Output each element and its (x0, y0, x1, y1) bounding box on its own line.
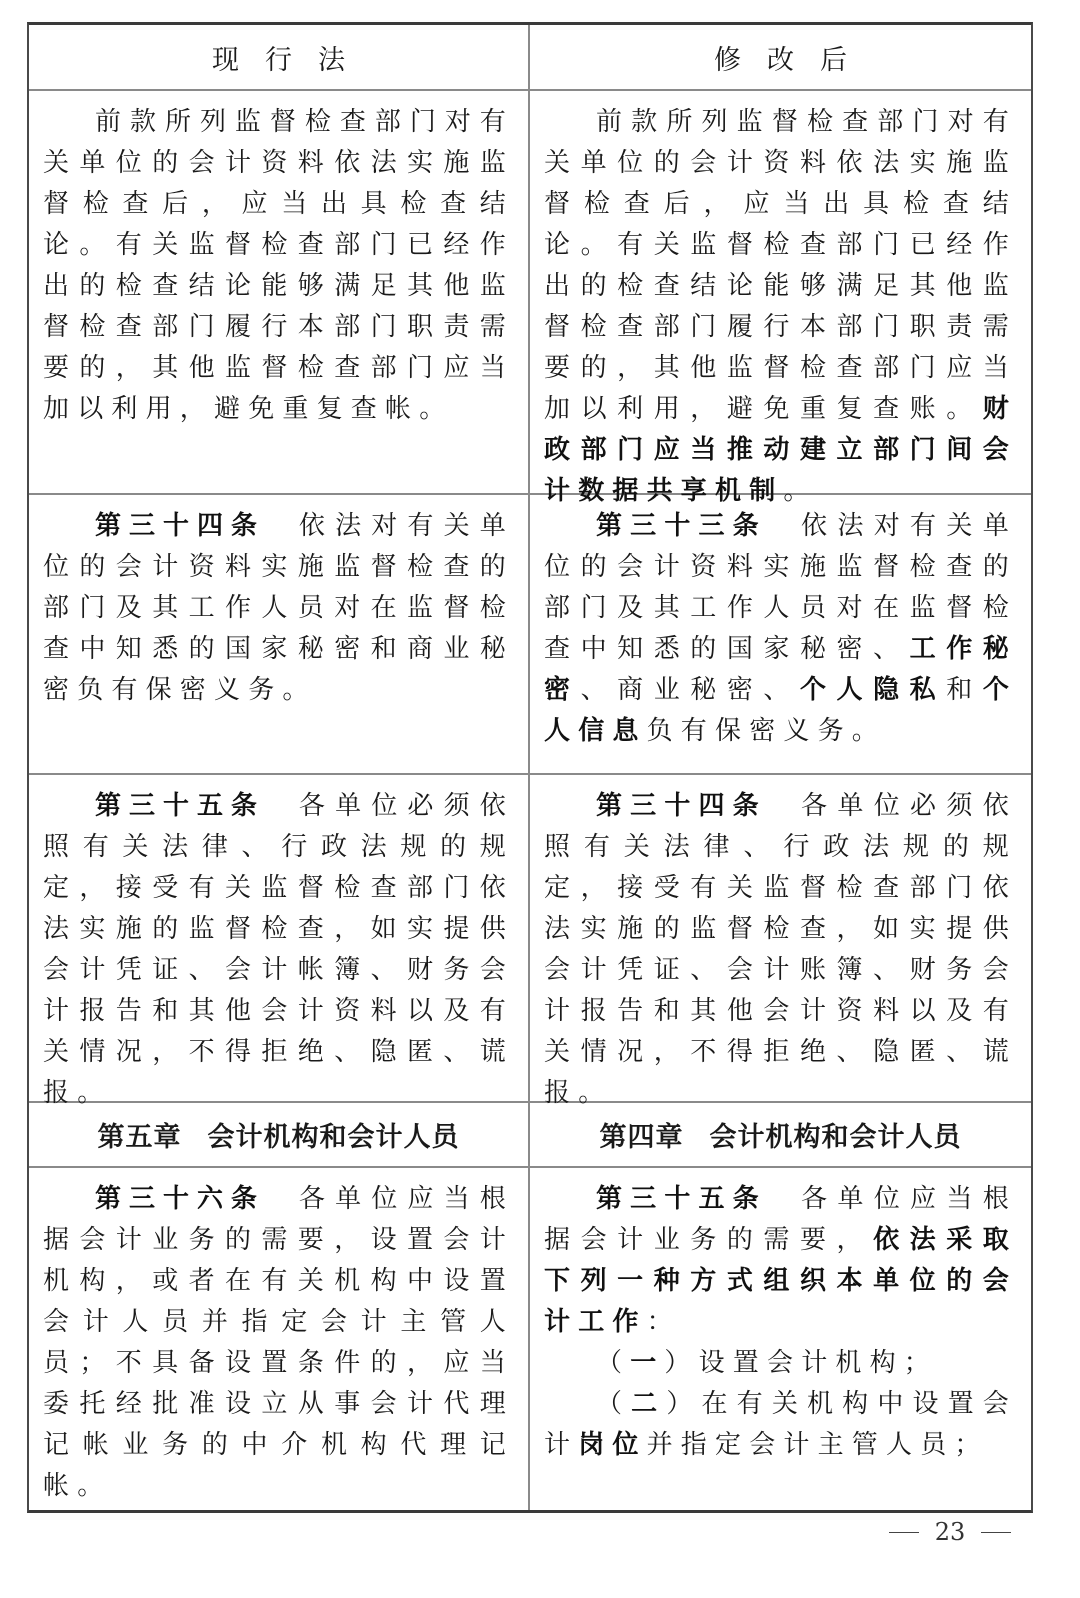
text-segment: 各单位应当根据会计业务的需要， (544, 1184, 1017, 1255)
amended-text: 个人信息 (544, 675, 1018, 746)
amended-text: 财政部门应当推动建立部门间会计数据共享机制 (544, 394, 1017, 506)
amended-text: 依法采取下列一种方式组织本单位的会计工作 (544, 1225, 1017, 1337)
text-segment: 各单位应当根据会计业务的需要，设置会计机构，或者在有关机构中设置会计人员并指定会计主管人员；不具备设置条件的，应当委托经批准设立从事会计代理记帐业务的中介机构代理记帐。 (43, 1184, 514, 1501)
current-law-cell (29, 495, 530, 773)
text-segment: ）设置会计机构； (664, 1348, 939, 1378)
footer-dash-right (981, 1532, 1011, 1533)
text-segment: 和 (946, 675, 983, 705)
paragraph (43, 506, 514, 711)
paragraph (43, 1179, 514, 1507)
text-segment: 依法对有关单位的会计资料实施监督检查的部门及其工作人员对在监督检查中知悉的国家秘密、 (544, 511, 1017, 664)
page-number: 23 (934, 1518, 966, 1546)
table-row (29, 1168, 1031, 1510)
text-segment: 各单位必须依照有关法律、行政法规的规定，接受有关监督检查部门依法实施的监督检查，如实提供会计凭证、会计帐簿、财务会计报告和其他会计资料以及有关情况，不得拒绝、隐匿、谎报。 (43, 791, 514, 1108)
header-revised (530, 25, 1031, 89)
text-segment: ）在有关机构中设置会计 (544, 1389, 1017, 1460)
text-segment: （ (596, 1348, 631, 1378)
paragraph (43, 102, 514, 430)
revised-cell (530, 775, 1031, 1108)
text-segment: 前款所列监督检查部门对有关单位的会计资料依法实施监督检查后，应当出具检查结论。有关监督检查部门已经作出的检查结论能够满足其他监督检查部门履行本部门职责需要的，其他监督检查部门应当加以利用，避免重复查帐。 (43, 107, 514, 424)
current-law-cell (29, 775, 530, 1108)
chapter-title: 会计机构和会计人员 (709, 1122, 962, 1153)
paragraph (544, 506, 1017, 752)
chapter-number: 第四章 (599, 1122, 684, 1153)
comparison-table (27, 22, 1033, 1513)
chapter-number: 第五章 (97, 1122, 182, 1153)
article-number: 第三十五条 (95, 791, 265, 821)
table-row (29, 775, 1031, 1108)
amended-text: 岗位 (578, 1430, 647, 1460)
chapter-heading-current (29, 1103, 530, 1166)
article-number: 第三十四条 (95, 511, 265, 541)
paragraph (544, 1343, 1017, 1384)
paragraph (544, 102, 1017, 512)
article-number: 第三十五条 (596, 1184, 767, 1214)
chapter-heading-revised (530, 1103, 1031, 1166)
amended-text: 一 (630, 1348, 665, 1378)
amended-text: 个人隐私 (799, 675, 947, 705)
paragraph (544, 786, 1017, 1114)
revised-cell (530, 1168, 1031, 1510)
text-segment: ： (646, 1307, 681, 1337)
text-segment: 并指定会计主管人员； (646, 1430, 989, 1460)
article-number: 第三十三条 (596, 511, 767, 541)
header-current-law-label: 现行法 (212, 44, 371, 76)
table-header-row (29, 25, 1031, 91)
footer-dash-left (889, 1532, 919, 1533)
current-law-cell (29, 91, 530, 493)
article-number: 第三十六条 (95, 1184, 265, 1214)
text-segment: 。 (783, 476, 818, 506)
text-segment: （ (596, 1389, 632, 1419)
paragraph (544, 1384, 1017, 1466)
text-segment: 依法对有关单位的会计资料实施监督检查的部门及其工作人员对在监督检查中知悉的国家秘密和商业秘密负有保密义务。 (43, 511, 514, 705)
text-segment: 前款所列监督检查部门对有关单位的会计资料依法实施监督检查后，应当出具检查结论。有关监督检查部门已经作出的检查结论能够满足其他监督检查部门履行本部门职责需要的，其他监督检查部门应当加以利用，避免重复查账。 (544, 107, 1017, 424)
revised-cell (530, 495, 1031, 773)
header-current-law (29, 25, 530, 89)
paragraph (43, 786, 514, 1114)
chapter-title: 会计机构和会计人员 (207, 1122, 460, 1153)
amended-text: 二 (631, 1389, 667, 1419)
text-segment: 各单位必须依照有关法律、行政法规的规定，接受有关监督检查部门依法实施的监督检查，如实提供会计凭证、会计账簿、财务会计报告和其他会计资料以及有关情况，不得拒绝、隐匿、谎报。 (544, 791, 1017, 1108)
article-number: 第三十四条 (596, 791, 767, 821)
header-revised-label: 修改后 (714, 44, 873, 76)
table-row (29, 495, 1031, 775)
paragraph (544, 1179, 1017, 1343)
page-footer (860, 1512, 1040, 1552)
table-row (29, 91, 1031, 506)
amended-text: 工作秘密 (544, 634, 1017, 705)
revised-cell (530, 91, 1031, 506)
text-segment: 负有保密义务。 (646, 716, 887, 746)
chapter-heading-row (29, 1103, 1031, 1168)
current-law-cell (29, 1168, 530, 1510)
text-segment: 、商业秘密、 (580, 675, 800, 705)
